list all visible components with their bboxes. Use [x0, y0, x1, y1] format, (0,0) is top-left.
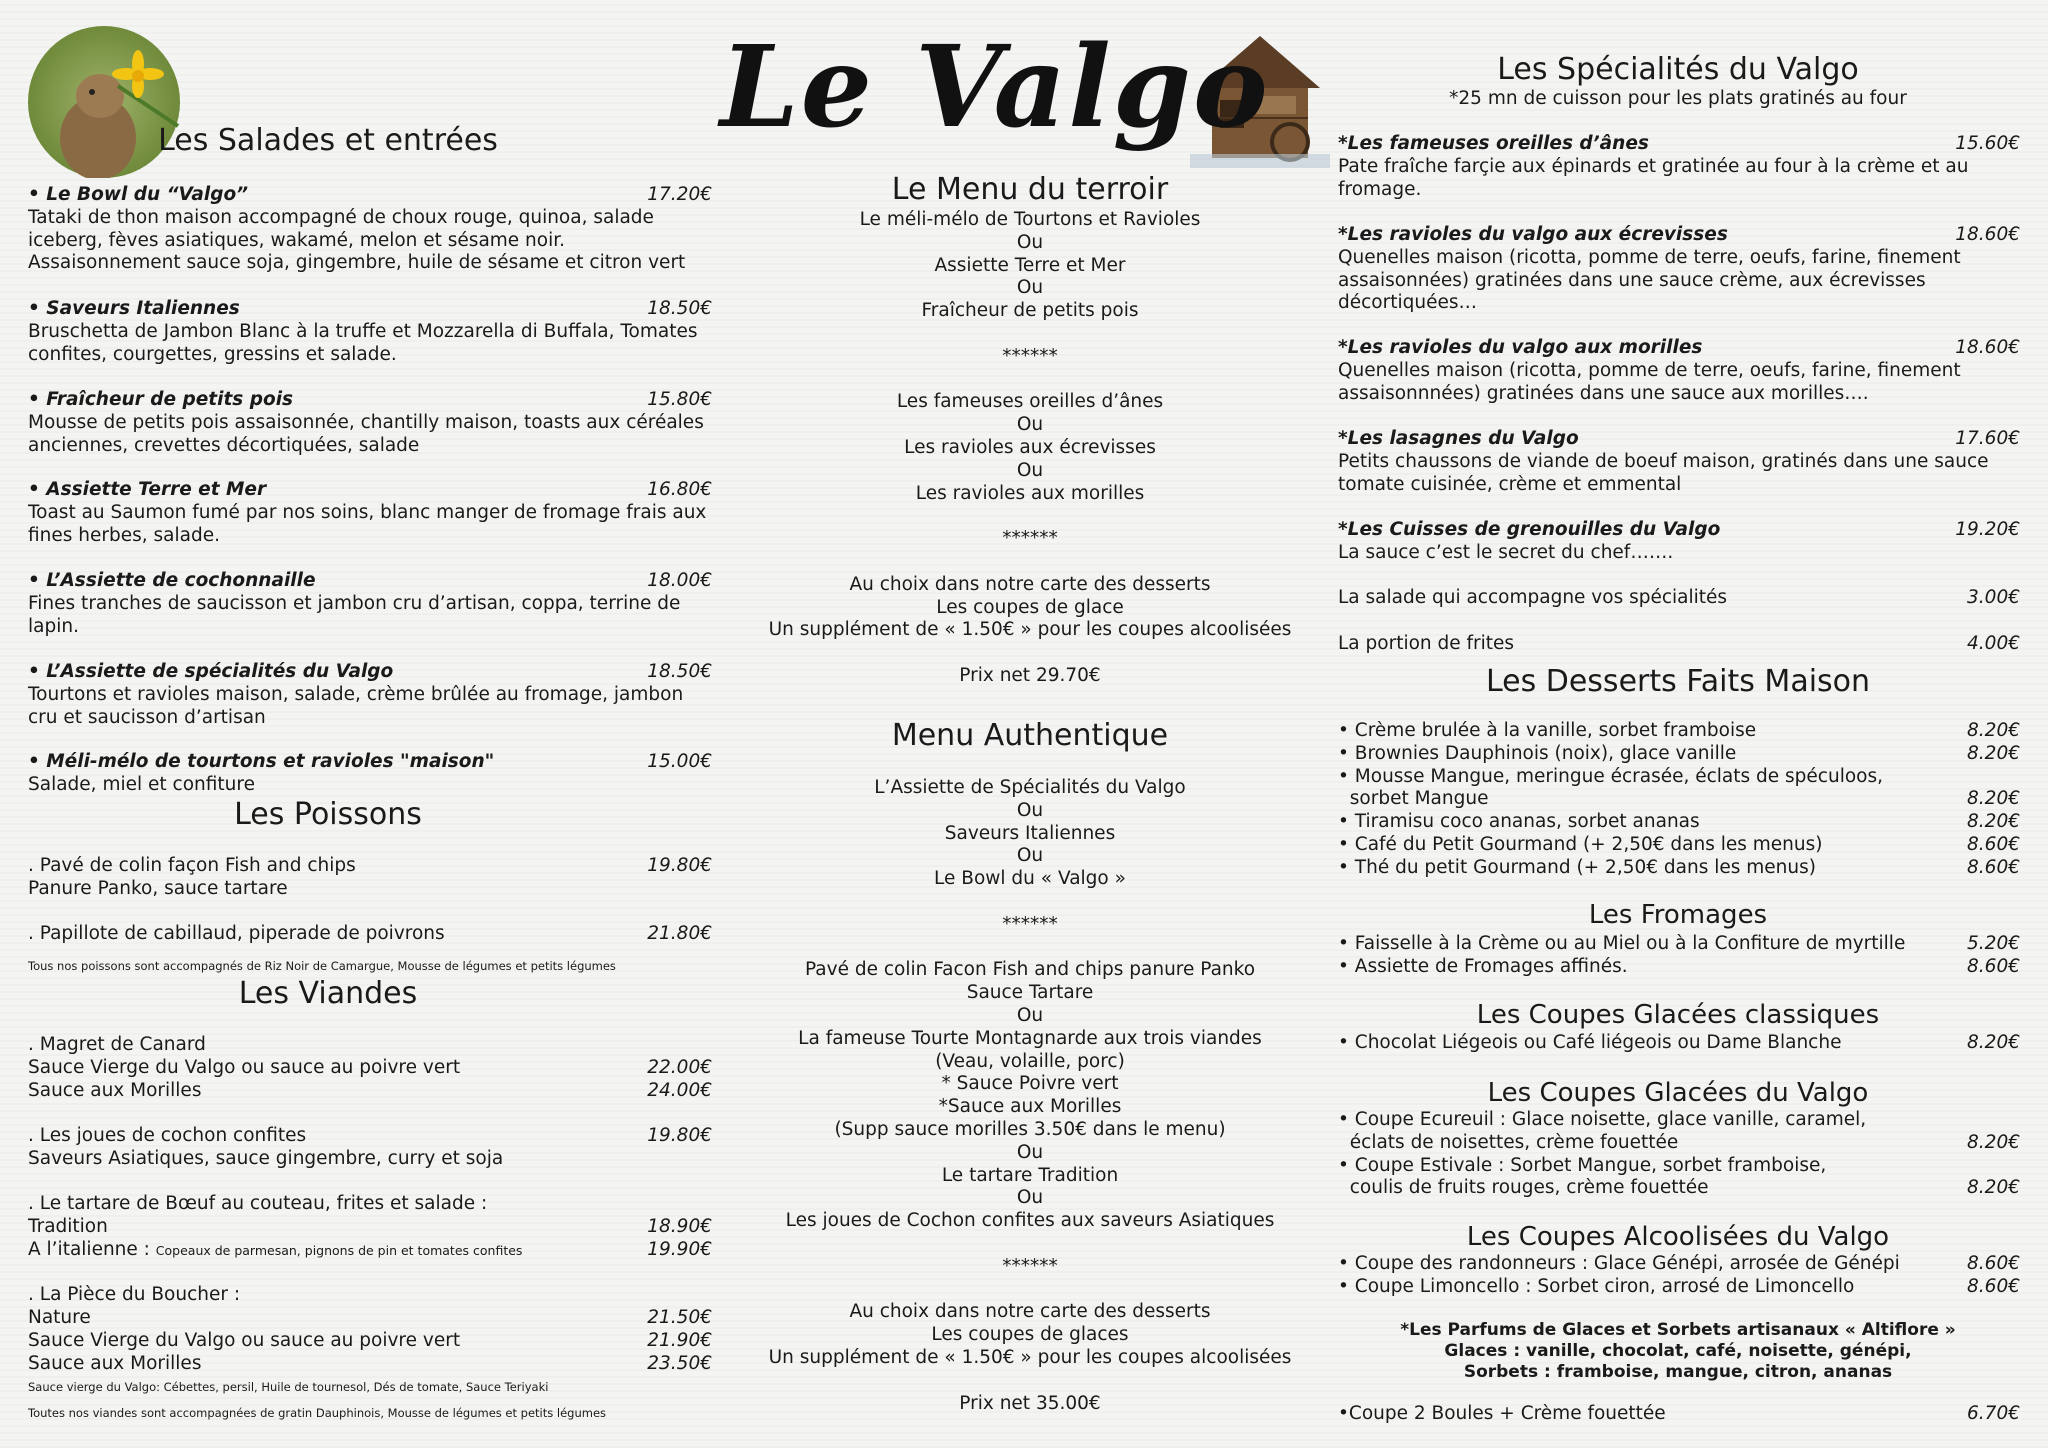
row-label-detail: Copeaux de parmesan, pignons de pin et tomates confites	[155, 1243, 523, 1258]
item-desc: Mousse de petits pois assaisonnée, chantilly maison, toasts aux céréales anciennes, crevettes décortiquées, salade	[28, 411, 704, 456]
menu-line: Ou	[1016, 231, 1044, 253]
menu-line: Prix net 35.00€	[959, 1392, 1101, 1414]
row-price: 8.60€	[1967, 1275, 2020, 1297]
menu-line: Les coupes de glaces	[931, 1324, 1129, 1346]
item-desc: Quenelles maison (ricotta, pomme de terre, oeufs, farine, finement assaisonnées) gratinées dans une sauce crème, aux écrevisses décortiquées…	[1338, 246, 1961, 314]
item-desc: Quenelles maison (ricotta, pomme de terre, oeufs, farine, finement assaisonnnées) gratinées dans une sauce aux morilles….	[1338, 359, 1961, 404]
menu-line: Saveurs Italiennes	[944, 822, 1116, 844]
menu-line: Un supplément de « 1.50€ » pour les coupes alcoolisées	[768, 1347, 1292, 1368]
item-name: • Fraîcheur de petits pois	[28, 389, 294, 410]
row-label: Sauce Vierge du Valgo ou sauce au poivre vert	[28, 1057, 461, 1078]
menu-line: La fameuse Tourte Montagnarde aux trois viandes	[798, 1027, 1262, 1049]
section-title-viandes: Les Viandes	[238, 976, 418, 1011]
menu-row	[1338, 633, 2020, 656]
item-name: • L’Assiette de spécialités du Valgo	[28, 661, 394, 682]
item-name: • Le Bowl du “Valgo”	[28, 184, 249, 205]
menu-row	[1338, 956, 2020, 979]
menu-line: *Sauce aux Morilles	[938, 1096, 1122, 1118]
parfums-line-2: Glaces : vanille, chocolat, café, noisette, génépi,	[1444, 1341, 1912, 1361]
menu-line: Les ravioles aux écrevisses	[904, 437, 1156, 458]
row-price: 24.00€	[647, 1080, 712, 1101]
menu-line: Ou	[1016, 459, 1044, 481]
menu-line: ******	[1002, 913, 1058, 935]
item-price: 17.60€	[1955, 428, 2020, 449]
row-price: 8.60€	[1967, 1253, 2020, 1274]
item-price: 16.80€	[647, 479, 712, 500]
menu-line: Au choix dans notre carte des desserts	[849, 1301, 1211, 1323]
menu-row	[1338, 1155, 2020, 1178]
menu-line: Ou	[1016, 1005, 1044, 1026]
item-price: 15.60€	[1955, 133, 2020, 154]
row-label: sorbet Mangue	[1338, 788, 1489, 810]
menu-item	[28, 298, 712, 366]
menu-line: Le méli-mélo de Tourtons et Ravioles	[859, 209, 1201, 230]
menu-line: Le tartare Tradition	[941, 1164, 1119, 1186]
item-price: 17.20€	[647, 184, 712, 205]
item-desc: La sauce c’est le secret du chef…….	[1338, 541, 1674, 563]
item-desc: Bruschetta de Jambon Blanc à la truffe et Mozzarella di Buffala, Tomates confites, courgettes, gressins et salade.	[28, 320, 698, 365]
menu-row	[28, 1057, 712, 1080]
menu-line: Ou	[1016, 799, 1044, 821]
row-price: 23.50€	[647, 1353, 712, 1374]
item-name: *Les fameuses oreilles d’ânes	[1338, 133, 1649, 154]
row-price: 8.20€	[1967, 1177, 2020, 1199]
menu-item	[1338, 519, 2020, 565]
menu-line: Ou	[1016, 845, 1044, 867]
row-price: 8.20€	[1967, 788, 2020, 810]
poissons-note: Tous nos poissons sont accompagnés de Riz Noir de Camargue, Mousse de légumes et petits légumes	[28, 959, 616, 973]
menu-row	[1338, 834, 2020, 857]
menu-item	[28, 479, 712, 547]
item-price: 18.60€	[1955, 224, 2020, 245]
item-price: 18.50€	[647, 661, 712, 682]
row-price: 18.90€	[647, 1216, 712, 1237]
row-label: • Coupe Ecureuil : Glace noisette, glace vanille, caramel,	[1338, 1109, 1867, 1130]
item-name: *Les Cuisses de grenouilles du Valgo	[1338, 519, 1721, 540]
item-name: . Magret de Canard	[28, 1034, 206, 1055]
item-name: . Papillote de cabillaud, piperade de poivrons	[28, 923, 445, 944]
menu-row	[1338, 811, 2020, 834]
menu-item	[1338, 337, 2020, 405]
menu-line: Ou	[1016, 414, 1044, 436]
row-label: • Assiette de Fromages affinés.	[1338, 955, 1628, 977]
item-price: 15.80€	[647, 389, 712, 410]
item-desc: Toast au Saumon fumé par nos soins, blanc manger de fromage frais aux fines herbes, salade.	[28, 501, 707, 546]
menu-row	[1338, 766, 2020, 789]
menu-line: ******	[1002, 345, 1058, 367]
item-price: 19.80€	[647, 855, 712, 876]
menu-row	[28, 1239, 712, 1263]
menu-row	[1338, 788, 2020, 811]
menu-row	[1338, 1132, 2020, 1155]
row-price: 5.20€	[1967, 933, 2020, 954]
menu-line: Assiette Terre et Mer	[934, 254, 1126, 276]
menu-row	[1338, 743, 2020, 766]
item-name: . Le tartare de Bœuf au couteau, frites et salade :	[28, 1193, 488, 1214]
item-desc: Fines tranches de saucisson et jambon cru d’artisan, coppa, terrine de lapin.	[28, 592, 681, 637]
row-price: 6.70€	[1967, 1403, 2020, 1424]
menu-item	[1338, 133, 2020, 201]
item-name: *Les ravioles du valgo aux écrevisses	[1338, 224, 1728, 245]
row-label: Sauce aux Morilles	[28, 1353, 202, 1374]
menu-row	[28, 1216, 712, 1239]
item-price: 21.80€	[647, 923, 712, 944]
menu-row	[28, 1080, 712, 1103]
row-price: 8.60€	[1967, 856, 2020, 878]
menu-row	[28, 1307, 712, 1330]
row-price: 3.00€	[1967, 587, 2020, 608]
menu-item	[28, 661, 712, 729]
section-title-coupes-classiques: Les Coupes Glacées classiques	[1476, 1000, 1880, 1030]
item-desc: Pate fraîche farçie aux épinards et gratinée au four à la crème et au fromage.	[1338, 155, 1969, 200]
item-desc: Petits chaussons de viande de boeuf maison, gratinés dans une sauce tomate cuisinée, crème et emmental	[1338, 450, 1989, 495]
menu-line: (Veau, volaille, porc)	[935, 1050, 1125, 1072]
menu-line: Ou	[1016, 277, 1044, 299]
menu-line: L’Assiette de Spécialités du Valgo	[874, 777, 1186, 798]
row-price: 19.90€	[647, 1239, 712, 1260]
row-label: • Mousse Mangue, meringue écrasée, éclats de spéculoos,	[1338, 765, 1884, 787]
viandes-note: Toutes nos viandes sont accompagnées de gratin Dauphinois, Mousse de légumes et petits légumes	[28, 1406, 607, 1420]
menu-line: Pavé de colin Facon Fish and chips panure Panko	[804, 959, 1256, 981]
menu-line: Prix net 29.70€	[959, 665, 1101, 686]
menu-line: (Supp sauce morilles 3.50€ dans le menu)	[834, 1119, 1226, 1140]
row-price: 8.20€	[1967, 742, 2020, 764]
row-label: coulis de fruits rouges, crème fouettée	[1338, 1177, 1709, 1199]
menu-item	[28, 389, 712, 457]
menu-line: Fraîcheur de petits pois	[921, 300, 1139, 322]
row-label: Sauce Vierge du Valgo ou sauce au poivre vert	[28, 1330, 461, 1351]
row-price: 22.00€	[647, 1057, 712, 1078]
menu-line: * Sauce Poivre vert	[941, 1073, 1119, 1095]
menu-line: Sauce Tartare	[966, 982, 1094, 1004]
item-desc: Tourtons et ravioles maison, salade, crème brûlée au fromage, jambon cru et saucisson d’artisan	[28, 683, 684, 728]
row-price: 8.20€	[1967, 1032, 2020, 1053]
row-label: • Faisselle à la Crème ou au Miel ou à la Confiture de myrtille	[1338, 933, 1906, 954]
item-desc: Panure Panko, sauce tartare	[28, 877, 288, 899]
menu-row	[1338, 857, 2020, 880]
menu-row	[1338, 1177, 2020, 1200]
menu-item	[28, 1034, 712, 1057]
item-name: . Pavé de colin façon Fish and chips	[28, 855, 356, 876]
menu-row	[1338, 1253, 2020, 1276]
menu-line: Les coupes de glace	[936, 596, 1124, 618]
row-price: 19.80€	[647, 1125, 712, 1146]
menu-item	[28, 1125, 712, 1148]
menu-line: Les fameuses oreilles d’ânes	[896, 391, 1164, 413]
row-label: • Coupe Estivale : Sorbet Mangue, sorbet framboise,	[1338, 1154, 1827, 1176]
menu-row	[1338, 587, 2020, 610]
menu-row	[28, 1148, 712, 1171]
menu-line: Le Bowl du « Valgo »	[934, 868, 1126, 890]
menu-line: Ou	[1016, 1141, 1044, 1163]
item-name: • Saveurs Italiennes	[28, 298, 240, 319]
row-price: 4.00€	[1967, 633, 2020, 654]
section-title-salades: Les Salades et entrées	[158, 123, 498, 158]
right-column	[1338, 0, 2020, 1448]
item-desc: Salade, miel et confiture	[28, 773, 255, 795]
section-title-coupes-alcool: Les Coupes Alcoolisées du Valgo	[1466, 1222, 1890, 1252]
row-label: Tradition	[28, 1216, 108, 1237]
row-label: A l’italienne :	[28, 1239, 156, 1260]
row-label: • Coupe Limoncello : Sorbet ciron, arrosé de Limoncello	[1338, 1275, 1855, 1297]
row-label: Sauce aux Morilles	[28, 1080, 202, 1101]
row-price: 8.20€	[1967, 811, 2020, 833]
section-title-desserts: Les Desserts Faits Maison	[1485, 664, 1871, 699]
sauce-note: Sauce vierge du Valgo: Cébettes, persil, Huile de tournesol, Dés de tomate, Sauce Teriyaki	[28, 1380, 549, 1394]
row-label: • Thé du petit Gourmand (+ 2,50€ dans les menus)	[1338, 856, 1816, 878]
item-name: • Méli-mélo de tourtons et ravioles "maison"	[28, 751, 495, 772]
parfums-line-3: Sorbets : framboise, mangue, citron, ananas	[1463, 1362, 1893, 1382]
menu-line: Au choix dans notre carte des desserts	[849, 573, 1211, 595]
restaurant-title: Le Valgo	[720, 22, 1270, 153]
menu-row	[1338, 1276, 2020, 1299]
menu-line: Les ravioles aux morilles	[915, 482, 1145, 504]
section-title-fromages: Les Fromages	[1588, 900, 1768, 930]
menu-row	[1338, 1109, 2020, 1132]
menu-line: Les joues de Cochon confites aux saveurs Asiatiques	[785, 1210, 1275, 1232]
item-price: 15.00€	[647, 751, 712, 772]
row-label: La salade qui accompagne vos spécialités	[1338, 587, 1728, 608]
row-label: • Chocolat Liégeois ou Café liégeois ou Dame Blanche	[1338, 1032, 1842, 1053]
section-title-terroir: Le Menu du terroir	[891, 172, 1169, 207]
item-name: . La Pièce du Boucher :	[28, 1284, 241, 1305]
section-title-authentique: Menu Authentique	[891, 718, 1169, 753]
menu-row	[28, 1353, 712, 1376]
menu-item	[28, 751, 712, 797]
row-price: 8.20€	[1967, 1131, 2020, 1153]
row-label: • Coupe des randonneurs : Glace Génépi, arrosée de Génépi	[1338, 1253, 1900, 1274]
item-name: . Les joues de cochon confites	[28, 1125, 307, 1146]
row-price: 8.20€	[1967, 720, 2020, 741]
row-label: • Café du Petit Gourmand (+ 2,50€ dans les menus)	[1338, 834, 1823, 855]
item-name: *Les lasagnes du Valgo	[1338, 428, 1579, 449]
menu-item	[28, 1284, 712, 1307]
row-label: • Tiramisu coco ananas, sorbet ananas	[1338, 811, 1700, 833]
item-price: 18.60€	[1955, 337, 2020, 358]
row-label: • Brownies Dauphinois (noix), glace vanille	[1338, 742, 1737, 764]
section-title-specialites: Les Spécialités du Valgo	[1497, 52, 1859, 87]
item-price: 18.50€	[647, 298, 712, 319]
row-label: Nature	[28, 1307, 91, 1328]
specialites-subtitle: *25 mn de cuisson pour les plats gratinés au four	[1449, 88, 1907, 109]
menu-row	[1338, 1032, 2020, 1055]
menu-item	[1338, 224, 2020, 315]
menu-item	[28, 923, 712, 946]
row-price: 8.60€	[1967, 834, 2020, 855]
menu-line: ******	[1002, 528, 1058, 550]
row-label: •Coupe 2 Boules + Crème fouettée	[1338, 1403, 1666, 1424]
menu-item	[28, 1193, 712, 1216]
middle-column	[730, 0, 1330, 1448]
item-name: • Assiette Terre et Mer	[28, 479, 267, 500]
row-label: • Crème brulée à la vanille, sorbet framboise	[1338, 720, 1757, 741]
section-title-poissons: Les Poissons	[234, 797, 422, 832]
row-label: La portion de frites	[1338, 633, 1515, 654]
item-name: *Les ravioles du valgo aux morilles	[1338, 337, 1703, 358]
menu-row	[1338, 1403, 2020, 1426]
menu-item	[28, 855, 712, 901]
menu-line: Un supplément de « 1.50€ » pour les coupes alcoolisées	[768, 619, 1292, 641]
item-name: • L’Assiette de cochonnaille	[28, 570, 316, 591]
item-desc: Tataki de thon maison accompagné de choux rouge, quinoa, salade iceberg, fèves asiatiques, wakamé, melon et sésame noir. Assaisonnement sauce soja, gingembre, huile de sésame et citron vert	[28, 206, 686, 274]
menu-item	[1338, 428, 2020, 496]
menu-item	[28, 570, 712, 638]
section-title-coupes-valgo: Les Coupes Glacées du Valgo	[1487, 1078, 1869, 1108]
row-label: Saveurs Asiatiques, sauce gingembre, curry et soja	[28, 1148, 504, 1169]
item-price: 19.20€	[1955, 519, 2020, 540]
parfums-line-1: *Les Parfums de Glaces et Sorbets artisanaux « Altiflore »	[1400, 1320, 1956, 1340]
row-price: 8.60€	[1967, 955, 2020, 977]
item-price: 18.00€	[647, 570, 712, 591]
row-price: 21.50€	[647, 1307, 712, 1328]
row-label: éclats de noisettes, crème fouettée	[1338, 1131, 1679, 1153]
menu-item	[28, 184, 712, 275]
menu-row	[1338, 720, 2020, 743]
left-column	[28, 0, 712, 1448]
menu-line: ******	[1002, 1255, 1058, 1277]
menu-row	[1338, 933, 2020, 956]
row-price: 21.90€	[647, 1330, 712, 1351]
menu-line: Ou	[1016, 1187, 1044, 1209]
menu-row	[28, 1330, 712, 1353]
